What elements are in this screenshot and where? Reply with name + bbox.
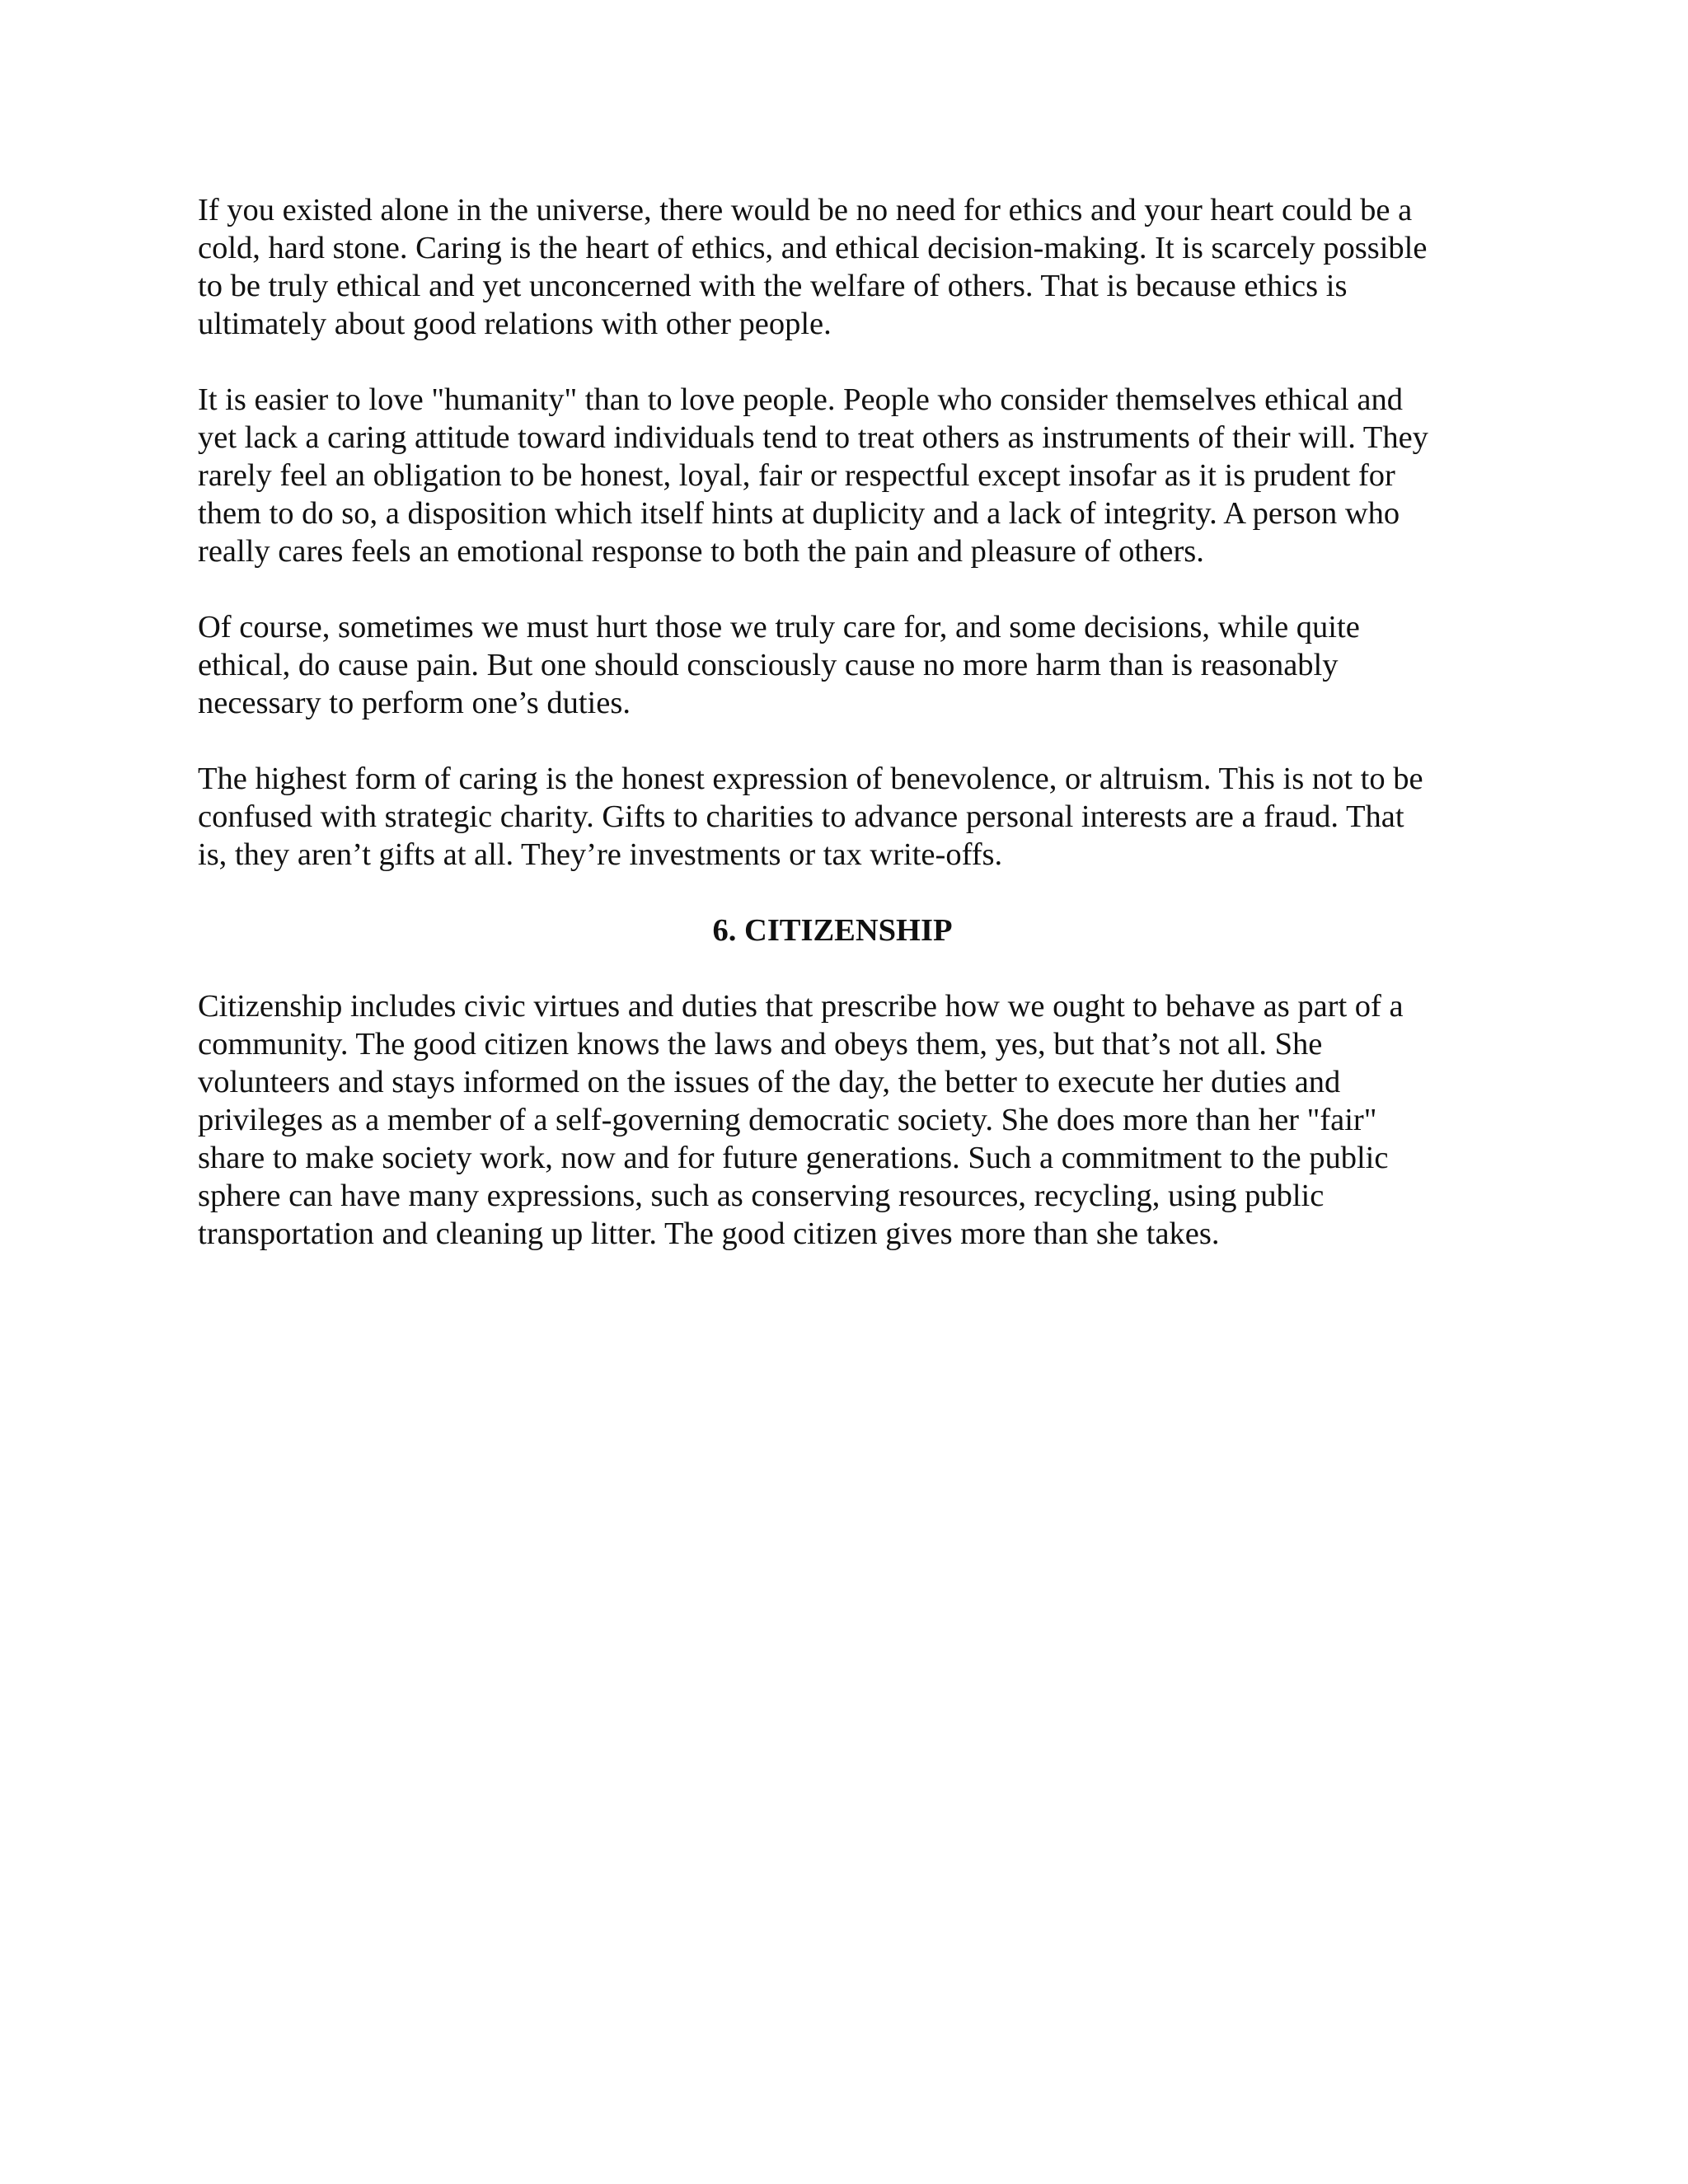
text-line: yet lack a caring attitude toward individuals tend to treat others as instruments of their will. They [198, 420, 1428, 455]
paragraph-love-humanity [198, 381, 1500, 570]
text-line: sphere can have many expressions, such as conserving resources, recycling, using public [198, 1179, 1325, 1213]
text-line: The highest form of caring is the honest expression of benevolence, or altruism. This is not to be [198, 762, 1423, 796]
text-line: to be truly ethical and yet unconcerned with the welfare of others. That is because ethics is [198, 269, 1348, 303]
text-line: confused with strategic charity. Gifts to charities to advance personal interests are a fraud. That [198, 799, 1404, 834]
text-line: It is easier to love "humanity" than to love people. People who consider themselves ethical and [198, 382, 1403, 417]
text-line: volunteers and stays informed on the issues of the day, the better to execute her duties and [198, 1065, 1341, 1099]
text-line: If you existed alone in the universe, there would be no need for ethics and your heart could be a [198, 193, 1413, 227]
text-line: transportation and cleaning up litter. The good citizen gives more than she takes. [198, 1216, 1220, 1251]
section-heading: 6. CITIZENSHIP [712, 913, 953, 948]
paragraph-highest-caring [198, 760, 1500, 874]
text-line: is, they aren’t gifts at all. They’re investments or tax write-offs. [198, 837, 1003, 872]
text-line: necessary to perform one’s duties. [198, 686, 631, 720]
text-line: Of course, sometimes we must hurt those we truly care for, and some decisions, while quite [198, 610, 1360, 644]
text-line: ethical, do cause pain. But one should consciously cause no more harm than is reasonably [198, 648, 1339, 682]
paragraph-caring-intro [198, 191, 1500, 343]
text-line: share to make society work, now and for future generations. Such a commitment to the public [198, 1141, 1389, 1175]
text-line: privileges as a member of a self-governing democratic society. She does more than her "fair" [198, 1103, 1377, 1137]
paragraph-citizenship [198, 987, 1500, 1253]
document-page [198, 191, 1500, 1291]
text-line: rarely feel an obligation to be honest, loyal, fair or respectful except insofar as it is prudent for [198, 458, 1395, 493]
text-line: them to do so, a disposition which itself hints at duplicity and a lack of integrity. A person who [198, 496, 1400, 531]
text-line: cold, hard stone. Caring is the heart of ethics, and ethical decision-making. It is scarcely possible [198, 231, 1428, 265]
text-line: Citizenship includes civic virtues and duties that prescribe how we ought to behave as part of a [198, 989, 1404, 1024]
text-line: community. The good citizen knows the laws and obeys them, yes, but that’s not all. She [198, 1027, 1323, 1062]
paragraph-hurt-care [198, 608, 1500, 722]
text-line: ultimately about good relations with other people. [198, 307, 832, 341]
text-line: really cares feels an emotional response to both the pain and pleasure of others. [198, 534, 1204, 569]
